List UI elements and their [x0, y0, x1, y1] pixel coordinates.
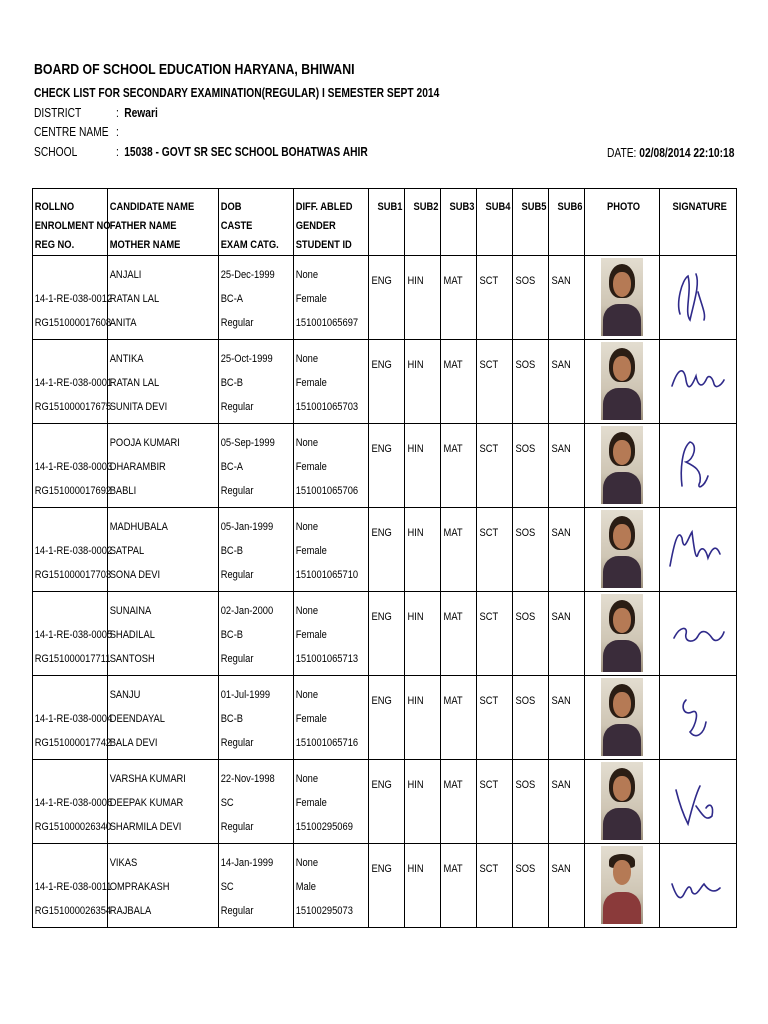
diff-abled: None	[295, 857, 319, 869]
diff-cell	[294, 592, 369, 676]
subject-cell	[513, 676, 549, 760]
roll-cell	[33, 256, 113, 340]
signature-image	[666, 514, 730, 584]
student-id: 151001065713	[295, 653, 359, 665]
subject-code: MAT	[443, 527, 463, 539]
caste: BC-B	[220, 377, 244, 389]
photo-cell	[585, 508, 660, 592]
photo-cell	[585, 340, 660, 424]
subject-code: ENG	[371, 443, 392, 455]
diff-cell	[294, 676, 369, 760]
candidate-photo	[601, 342, 643, 420]
centre-label: CENTRE NAME	[34, 125, 109, 139]
caste: SC	[220, 881, 234, 893]
subject-cell	[441, 592, 477, 676]
subject-cell	[549, 424, 585, 508]
dob: 05-Sep-1999	[220, 437, 275, 449]
signature-cell	[660, 256, 737, 340]
subject-code: SOS	[515, 863, 536, 875]
subject-cell	[549, 844, 585, 928]
dob: 05-Jan-1999	[220, 521, 274, 533]
board-title: BOARD OF SCHOOL EDUCATION HARYANA, BHIWANI	[34, 61, 355, 78]
roll-cell	[33, 760, 113, 844]
student-id: 151001065706	[295, 485, 359, 497]
diff-cell	[294, 760, 369, 844]
subject-cell	[405, 424, 441, 508]
signature-image	[666, 346, 730, 416]
subject-code: SAN	[551, 779, 571, 791]
regno: RG151000017711	[34, 653, 111, 665]
subject-code: SOS	[515, 527, 536, 539]
candidate-photo	[601, 594, 643, 672]
subject-code: SCT	[479, 527, 499, 539]
subject-code: ENG	[371, 695, 392, 707]
gender: Female	[295, 545, 327, 557]
subject-code: SAN	[551, 527, 571, 539]
regno: RG151000026340	[34, 821, 112, 833]
subject-cell	[477, 340, 513, 424]
subject-code: SAN	[551, 443, 571, 455]
subject-cell	[549, 592, 585, 676]
signature-cell	[660, 340, 737, 424]
candidate-photo	[601, 510, 643, 588]
subject-code: HIN	[407, 779, 424, 791]
table-row	[33, 760, 737, 844]
subject-cell	[513, 424, 549, 508]
subject-cell	[513, 340, 549, 424]
name-cell	[108, 340, 219, 424]
diff-cell	[294, 844, 369, 928]
candidate-checklist-table	[32, 188, 737, 928]
roll-cell	[33, 340, 113, 424]
gender: Female	[295, 461, 327, 473]
signature-image	[666, 598, 730, 668]
mother-name: SHARMILA DEVI	[109, 821, 182, 833]
candidate-photo	[601, 426, 643, 504]
regno: RG151000017675	[34, 401, 112, 413]
subject-cell	[369, 844, 405, 928]
subject-code: SOS	[515, 443, 536, 455]
mother-name: SUNITA DEVI	[109, 401, 168, 413]
signature-image	[666, 262, 730, 332]
subject-cell	[405, 592, 441, 676]
subject-code: SOS	[515, 611, 536, 623]
subject-code: MAT	[443, 275, 463, 287]
rollno: 14-1-RE-038-0001	[34, 377, 113, 389]
name-cell	[108, 508, 219, 592]
col-header-sub1: SUB1	[369, 189, 405, 256]
signature-image	[666, 850, 730, 920]
school-value: 15038 - GOVT SR SEC SCHOOL BOHATWAS AHIR	[124, 145, 368, 159]
subject-cell	[441, 676, 477, 760]
col-header-sub2: SUB2	[405, 189, 441, 256]
subject-cell	[513, 256, 549, 340]
signature-cell	[660, 760, 737, 844]
subject-cell	[369, 508, 405, 592]
rollno: 14-1-RE-038-0005	[34, 629, 113, 641]
school-label: SCHOOL	[34, 145, 78, 159]
centre-row	[34, 125, 124, 139]
subject-code: ENG	[371, 275, 392, 287]
name-cell	[108, 592, 219, 676]
regno: RG151000017703	[34, 569, 112, 581]
subject-cell	[549, 340, 585, 424]
subject-cell	[441, 340, 477, 424]
roll-cell	[33, 424, 113, 508]
subject-cell	[369, 424, 405, 508]
subject-code: MAT	[443, 863, 463, 875]
rollno: 14-1-RE-038-0012	[34, 293, 113, 305]
caste: SC	[220, 797, 234, 809]
candidate-name: POOJA KUMARI	[109, 437, 180, 449]
subject-cell	[549, 676, 585, 760]
district-row	[34, 106, 158, 120]
subject-cell	[405, 508, 441, 592]
caste: BC-A	[220, 461, 244, 473]
col-header-sub3: SUB3	[441, 189, 477, 256]
diff-cell	[294, 256, 369, 340]
caste: BC-B	[220, 545, 244, 557]
caste: BC-A	[220, 293, 244, 305]
subject-code: HIN	[407, 443, 424, 455]
diff-abled: None	[295, 521, 319, 533]
subject-cell	[441, 508, 477, 592]
subject-cell	[405, 844, 441, 928]
subject-code: ENG	[371, 611, 392, 623]
photo-cell	[585, 256, 660, 340]
subject-code: SCT	[479, 611, 499, 623]
diff-abled: None	[295, 437, 319, 449]
photo-cell	[585, 844, 660, 928]
signature-cell	[660, 676, 737, 760]
exam-category: Regular	[220, 653, 254, 665]
subject-code: SAN	[551, 611, 571, 623]
rollno: 14-1-RE-038-0002	[34, 545, 113, 557]
candidate-photo	[601, 846, 643, 924]
table-row	[33, 844, 737, 928]
subject-code: HIN	[407, 527, 424, 539]
candidate-name: SUNAINA	[109, 605, 152, 617]
rollno: 14-1-RE-038-0003	[34, 461, 113, 473]
diff-cell	[294, 424, 369, 508]
subject-code: SCT	[479, 275, 499, 287]
subject-cell	[441, 844, 477, 928]
diff-abled: None	[295, 269, 319, 281]
subject-code: SCT	[479, 863, 499, 875]
col-header-sub6: SUB6	[549, 189, 585, 256]
roll-cell	[33, 676, 113, 760]
exam-category: Regular	[220, 821, 254, 833]
subject-cell	[549, 760, 585, 844]
subject-cell	[513, 760, 549, 844]
dob: 25-Dec-1999	[220, 269, 275, 281]
subject-code: MAT	[443, 359, 463, 371]
subject-code: SOS	[515, 695, 536, 707]
caste: BC-B	[220, 713, 244, 725]
subject-cell	[441, 760, 477, 844]
gender: Female	[295, 377, 327, 389]
dob-cell	[219, 340, 294, 424]
gender: Male	[295, 881, 316, 893]
signature-cell	[660, 508, 737, 592]
subject-code: HIN	[407, 695, 424, 707]
rollno: 14-1-RE-038-0006	[34, 797, 113, 809]
diff-cell	[294, 508, 369, 592]
name-cell	[108, 424, 219, 508]
father-name: RATAN LAL	[109, 377, 160, 389]
subject-code: MAT	[443, 443, 463, 455]
gender: Female	[295, 797, 327, 809]
mother-name: ANITA	[109, 317, 137, 329]
signature-image	[666, 766, 730, 836]
photo-cell	[585, 592, 660, 676]
subject-code: SCT	[479, 779, 499, 791]
colon: :	[116, 145, 119, 159]
gender: Female	[295, 293, 327, 305]
mother-name: RAJBALA	[109, 905, 152, 917]
subject-code: HIN	[407, 611, 424, 623]
colon: :	[116, 106, 119, 120]
subject-code: SAN	[551, 863, 571, 875]
dob-cell	[219, 508, 294, 592]
subject-code: SAN	[551, 359, 571, 371]
subject-cell	[513, 844, 549, 928]
dob-cell	[219, 844, 294, 928]
col-header-name: CANDIDATE NAME FATHER NAME MOTHER NAME	[108, 189, 219, 256]
subject-cell	[477, 844, 513, 928]
subject-code: HIN	[407, 359, 424, 371]
col-header-diff: DIFF. ABLED GENDER STUDENT ID	[294, 189, 369, 256]
table-row	[33, 424, 737, 508]
dob-cell	[219, 760, 294, 844]
dob: 22-Nov-1998	[220, 773, 275, 785]
candidate-name: VARSHA KUMARI	[109, 773, 186, 785]
subject-cell	[441, 256, 477, 340]
mother-name: BALA DEVI	[109, 737, 158, 749]
subject-code: SAN	[551, 695, 571, 707]
subject-cell	[369, 676, 405, 760]
subject-cell	[405, 340, 441, 424]
subject-code: HIN	[407, 863, 424, 875]
student-id: 151001065697	[295, 317, 359, 329]
school-row	[34, 145, 368, 159]
dob-cell	[219, 676, 294, 760]
signature-image	[666, 430, 730, 500]
subject-code: SCT	[479, 359, 499, 371]
exam-category: Regular	[220, 737, 254, 749]
roll-cell	[33, 844, 112, 928]
rollno: 14-1-RE-038-0004	[34, 713, 113, 725]
district-label: DISTRICT	[34, 106, 82, 120]
rollno: 14-1-RE-038-0011	[34, 881, 112, 893]
exam-category: Regular	[220, 485, 254, 497]
subject-code: SAN	[551, 275, 571, 287]
subject-cell	[549, 256, 585, 340]
subject-cell	[405, 760, 441, 844]
student-id: 151001065703	[295, 401, 359, 413]
checklist-subtitle: CHECK LIST FOR SECONDARY EXAMINATION(REGULAR) I SEMESTER SEPT 2014	[34, 86, 440, 100]
student-id: 15100295069	[295, 821, 353, 833]
subject-code: ENG	[371, 359, 392, 371]
col-header-photo: PHOTO	[585, 189, 660, 256]
exam-category: Regular	[220, 569, 254, 581]
signature-image	[666, 682, 730, 752]
subject-cell	[369, 256, 405, 340]
name-cell	[108, 760, 219, 844]
subject-code: ENG	[371, 779, 392, 791]
col-header-sub5: SUB5	[513, 189, 549, 256]
candidate-name: VIKAS	[109, 857, 138, 869]
subject-code: SCT	[479, 443, 499, 455]
father-name: SHADILAL	[109, 629, 155, 641]
table-row	[33, 508, 737, 592]
subject-cell	[405, 256, 441, 340]
table-row	[33, 676, 737, 760]
mother-name: SANTOSH	[109, 653, 155, 665]
subject-cell	[477, 676, 513, 760]
dob: 25-Oct-1999	[220, 353, 273, 365]
date-value: 02/08/2014 22:10:18	[638, 146, 734, 160]
diff-abled: None	[295, 605, 319, 617]
subject-cell	[369, 340, 405, 424]
father-name: DEENDAYAL	[109, 713, 165, 725]
dob-cell	[219, 256, 294, 340]
subject-code: ENG	[371, 863, 392, 875]
mother-name: SONA DEVI	[109, 569, 161, 581]
regno: RG151000026354	[34, 905, 112, 917]
subject-cell	[477, 508, 513, 592]
subject-cell	[477, 760, 513, 844]
exam-category: Regular	[220, 401, 254, 413]
col-header-dob: DOB CASTE EXAM CATG.	[219, 189, 294, 256]
diff-cell	[294, 340, 369, 424]
dob-cell	[219, 424, 294, 508]
subject-code: MAT	[443, 611, 463, 623]
signature-cell	[660, 424, 737, 508]
subject-code: SCT	[479, 695, 499, 707]
subject-code: SOS	[515, 275, 536, 287]
subject-cell	[477, 424, 513, 508]
candidate-name: MADHUBALA	[109, 521, 168, 533]
caste: BC-B	[220, 629, 244, 641]
dob: 02-Jan-2000	[220, 605, 274, 617]
dob: 01-Jul-1999	[220, 689, 271, 701]
diff-abled: None	[295, 689, 319, 701]
subject-cell	[549, 508, 585, 592]
roll-cell	[33, 508, 113, 592]
signature-cell	[660, 844, 737, 928]
subject-cell	[513, 592, 549, 676]
subject-cell	[441, 424, 477, 508]
table-row	[33, 256, 737, 340]
district-value: Rewari	[124, 106, 158, 120]
subject-cell	[477, 592, 513, 676]
col-header-signature: SIGNATURE	[660, 189, 737, 256]
gender: Female	[295, 629, 327, 641]
name-cell	[108, 256, 219, 340]
diff-abled: None	[295, 773, 319, 785]
subject-code: MAT	[443, 695, 463, 707]
photo-cell	[585, 424, 660, 508]
table-row	[33, 340, 737, 424]
regno: RG151000017608	[34, 317, 112, 329]
table-row	[33, 592, 737, 676]
student-id: 15100295073	[295, 905, 353, 917]
candidate-name: SANJU	[109, 689, 141, 701]
dob-cell	[219, 592, 294, 676]
subject-cell	[513, 508, 549, 592]
name-cell	[108, 676, 219, 760]
name-cell	[108, 844, 219, 928]
subject-code: MAT	[443, 779, 463, 791]
subject-code: SOS	[515, 779, 536, 791]
exam-category: Regular	[220, 905, 254, 917]
subject-cell	[369, 760, 405, 844]
colon: :	[116, 125, 119, 139]
subject-cell	[369, 592, 405, 676]
father-name: RATAN LAL	[109, 293, 160, 305]
roll-cell	[33, 592, 113, 676]
regno: RG151000017742	[34, 737, 112, 749]
photo-cell	[585, 676, 660, 760]
student-id: 151001065716	[295, 737, 359, 749]
exam-category: Regular	[220, 317, 254, 329]
student-id: 151001065710	[295, 569, 359, 581]
subject-code: SOS	[515, 359, 536, 371]
photo-cell	[585, 760, 660, 844]
father-name: SATPAL	[109, 545, 145, 557]
candidate-name: ANTIKA	[109, 353, 144, 365]
candidate-photo	[601, 762, 643, 840]
subject-cell	[405, 676, 441, 760]
subject-code: HIN	[407, 275, 424, 287]
candidate-photo	[601, 678, 643, 756]
table-header-row	[33, 189, 737, 256]
dob: 14-Jan-1999	[220, 857, 274, 869]
regno: RG151000017692	[34, 485, 112, 497]
date-row	[607, 146, 734, 160]
father-name: DHARAMBIR	[109, 461, 166, 473]
signature-cell	[660, 592, 737, 676]
candidate-photo	[601, 258, 643, 336]
candidate-name: ANJALI	[109, 269, 142, 281]
col-header-sub4: SUB4	[477, 189, 513, 256]
diff-abled: None	[295, 353, 319, 365]
date-label: DATE:	[606, 146, 636, 160]
gender: Female	[295, 713, 327, 725]
subject-cell	[477, 256, 513, 340]
col-header-roll: ROLLNO ENROLMENT NO REG NO.	[33, 189, 108, 256]
father-name: DEEPAK KUMAR	[109, 797, 184, 809]
mother-name: BABLI	[109, 485, 137, 497]
father-name: OMPRAKASH	[109, 881, 170, 893]
subject-code: ENG	[371, 527, 392, 539]
